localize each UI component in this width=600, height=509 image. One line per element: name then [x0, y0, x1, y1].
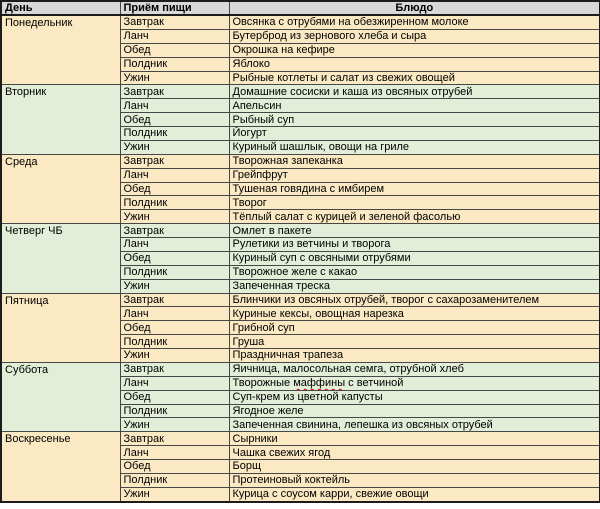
- meal-cell[interactable]: Ужин: [120, 279, 229, 293]
- day-cell[interactable]: Вторник: [1, 85, 120, 154]
- dish-cell[interactable]: Окрошка на кефире: [229, 43, 600, 57]
- meal-cell[interactable]: Ужин: [120, 71, 229, 85]
- meal-cell[interactable]: Завтрак: [120, 293, 229, 307]
- dish-cell[interactable]: Грейпфрут: [229, 168, 600, 182]
- dish-cell[interactable]: Яичница, малосольная семга, отрубной хлеб: [229, 362, 600, 376]
- dish-cell[interactable]: Творожное желе с какао: [229, 265, 600, 279]
- day-cell[interactable]: Четверг ЧБ: [1, 224, 120, 293]
- dish-cell[interactable]: Борщ: [229, 460, 600, 474]
- dish-cell[interactable]: Сырники: [229, 432, 600, 446]
- day-cell[interactable]: Пятница: [1, 293, 120, 362]
- meal-cell[interactable]: Полдник: [120, 196, 229, 210]
- meal-cell[interactable]: Обед: [120, 390, 229, 404]
- dish-cell[interactable]: Запеченная свинина, лепешка из овсяных отрубей: [229, 418, 600, 432]
- dish-cell[interactable]: Куриный суп с овсяными отрубями: [229, 251, 600, 265]
- day-cell[interactable]: Понедельник: [1, 15, 120, 85]
- meal-cell[interactable]: Ланч: [120, 307, 229, 321]
- meal-cell[interactable]: Полдник: [120, 127, 229, 141]
- table-row: [1, 85, 600, 99]
- dish-cell[interactable]: Блинчики из овсяных отрубей, творог с сахарозаменителем: [229, 293, 600, 307]
- dish-cell[interactable]: Творожная запеканка: [229, 154, 600, 168]
- meal-cell[interactable]: Обед: [120, 113, 229, 127]
- meal-cell[interactable]: Завтрак: [120, 432, 229, 446]
- dish-cell[interactable]: Куриные кексы, овощная нарезка: [229, 307, 600, 321]
- dish-cell[interactable]: Овсянка с отрубями на обезжиренном молоке: [229, 15, 600, 29]
- dish-cell[interactable]: Грибной суп: [229, 321, 600, 335]
- dish-cell[interactable]: Протеиновый коктейль: [229, 473, 600, 487]
- dish-cell[interactable]: Омлет в пакете: [229, 224, 600, 238]
- meal-plan-body: [1, 15, 600, 502]
- dish-cell[interactable]: Чашка свежих ягод: [229, 446, 600, 460]
- dish-cell[interactable]: Рыбный суп: [229, 113, 600, 127]
- dish-cell[interactable]: Курица с соусом карри, свежие овощи: [229, 487, 600, 502]
- meal-cell[interactable]: Завтрак: [120, 15, 229, 29]
- dish-text: Творожные: [232, 377, 294, 390]
- meal-cell[interactable]: Полдник: [120, 335, 229, 349]
- table-row: [1, 15, 600, 29]
- meal-cell[interactable]: Ужин: [120, 349, 229, 363]
- dish-cell[interactable]: Домашние сосиски и каша из овсяных отрубей: [229, 85, 600, 99]
- meal-cell[interactable]: Обед: [120, 321, 229, 335]
- meal-cell[interactable]: Ужин: [120, 418, 229, 432]
- dish-cell[interactable]: Творог: [229, 196, 600, 210]
- meal-cell[interactable]: Обед: [120, 182, 229, 196]
- meal-cell[interactable]: Ланч: [120, 29, 229, 43]
- meal-cell[interactable]: Обед: [120, 460, 229, 474]
- meal-cell[interactable]: Завтрак: [120, 362, 229, 376]
- meal-cell[interactable]: Ланч: [120, 99, 229, 113]
- table-row: [1, 224, 600, 238]
- meal-cell[interactable]: Полдник: [120, 473, 229, 487]
- table-row: [1, 362, 600, 376]
- day-cell[interactable]: Среда: [1, 154, 120, 223]
- meal-cell[interactable]: Ужин: [120, 140, 229, 154]
- table-row: [1, 293, 600, 307]
- meal-cell[interactable]: Ужин: [120, 487, 229, 502]
- meal-cell[interactable]: Ланч: [120, 238, 229, 252]
- spellcheck-word: маффины: [293, 377, 346, 390]
- dish-cell[interactable]: Тёплый салат с курицей и зеленой фасолью: [229, 210, 600, 224]
- dish-cell[interactable]: Запеченная треска: [229, 279, 600, 293]
- meal-cell[interactable]: Ланч: [120, 446, 229, 460]
- dish-text: с ветчиной: [345, 377, 404, 390]
- meal-cell[interactable]: Ланч: [120, 376, 229, 390]
- header-row: [1, 1, 600, 15]
- dish-cell[interactable]: Рулетики из ветчины и творога: [229, 238, 600, 252]
- dish-cell[interactable]: Праздничная трапеза: [229, 349, 600, 363]
- meal-cell[interactable]: Ланч: [120, 168, 229, 182]
- header-day[interactable]: День: [1, 1, 120, 15]
- meal-cell[interactable]: Обед: [120, 43, 229, 57]
- dish-cell[interactable]: Йогурт: [229, 127, 600, 141]
- dish-cell[interactable]: [229, 376, 600, 390]
- table-header: [1, 1, 600, 15]
- dish-cell[interactable]: Яблоко: [229, 57, 600, 71]
- dish-cell[interactable]: Бутерброд из зернового хлеба и сыра: [229, 29, 600, 43]
- meal-cell[interactable]: Завтрак: [120, 224, 229, 238]
- dish-cell[interactable]: Ягодное желе: [229, 404, 600, 418]
- dish-cell[interactable]: Рыбные котлеты и салат из свежих овощей: [229, 71, 600, 85]
- meal-cell[interactable]: Завтрак: [120, 154, 229, 168]
- dish-cell[interactable]: Апельсин: [229, 99, 600, 113]
- meal-cell[interactable]: Завтрак: [120, 85, 229, 99]
- meal-cell[interactable]: Полдник: [120, 265, 229, 279]
- table-row: [1, 154, 600, 168]
- dish-cell[interactable]: Груша: [229, 335, 600, 349]
- meal-cell[interactable]: Полдник: [120, 404, 229, 418]
- dish-cell[interactable]: Тушеная говядина с имбирем: [229, 182, 600, 196]
- meal-cell[interactable]: Обед: [120, 251, 229, 265]
- header-dish[interactable]: Блюдо: [229, 1, 600, 15]
- header-meal[interactable]: Приём пищи: [120, 1, 229, 15]
- meal-cell[interactable]: Полдник: [120, 57, 229, 71]
- dish-cell[interactable]: Суп-крем из цветной капусты: [229, 390, 600, 404]
- dish-cell[interactable]: Куриный шашлык, овощи на гриле: [229, 140, 600, 154]
- table-row: [1, 432, 600, 446]
- meal-cell[interactable]: Ужин: [120, 210, 229, 224]
- day-cell[interactable]: Суббота: [1, 362, 120, 431]
- day-cell[interactable]: Воскресенье: [1, 432, 120, 502]
